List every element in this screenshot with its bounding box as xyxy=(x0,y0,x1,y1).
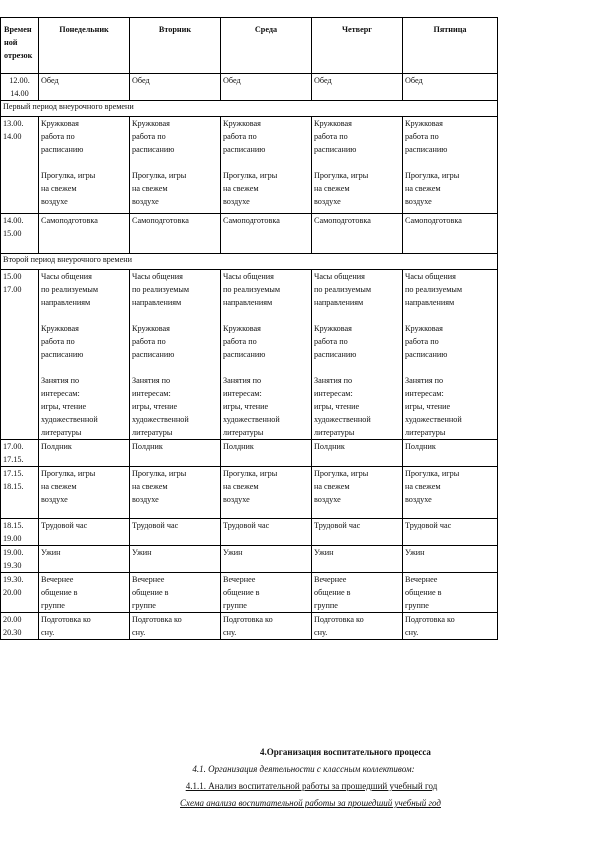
time-cell: 15.00 17.00 xyxy=(1,270,39,440)
time-cell: 17.15. 18.15. xyxy=(1,467,39,519)
table-row xyxy=(1,573,498,613)
time-cell: 19.00. 19.30 xyxy=(1,546,39,573)
table-row xyxy=(1,613,498,640)
table-row xyxy=(1,519,498,546)
activity-cell: Трудовой час xyxy=(312,519,403,546)
activity-cell: Вечернее общение в группе xyxy=(312,573,403,613)
table-row xyxy=(1,467,498,519)
day-header-wednesday: Среда xyxy=(221,18,312,74)
activity-cell: Трудовой час xyxy=(39,519,130,546)
time-cell: 17.00. 17.15. xyxy=(1,440,39,467)
day-header-thursday: Четверг xyxy=(312,18,403,74)
activity-cell: Обед xyxy=(130,74,221,101)
schedule-table xyxy=(0,17,498,640)
activity-cell: Обед xyxy=(312,74,403,101)
activity-cell: Часы общения по реализуемым направлениям Кружковая работа по расписанию Занятия по интересам: игры, чтение художественной литературы xyxy=(39,270,130,440)
activity-cell: Прогулка, игры на свежем воздухе xyxy=(312,467,403,519)
activity-cell: Подготовка ко сну. xyxy=(130,613,221,640)
table-row xyxy=(1,214,498,254)
time-cell: 12.00. 14.00 xyxy=(1,74,39,101)
table-row xyxy=(1,74,498,101)
activity-cell: Часы общения по реализуемым направлениям Кружковая работа по расписанию Занятия по интересам: игры, чтение художественной литературы xyxy=(221,270,312,440)
activity-cell: Ужин xyxy=(39,546,130,573)
activity-cell: Ужин xyxy=(312,546,403,573)
activity-cell: Прогулка, игры на свежем воздухе xyxy=(39,467,130,519)
time-column-header: Времен ной отрезок xyxy=(1,18,39,74)
activity-cell: Полдник xyxy=(312,440,403,467)
day-header-tuesday: Вторник xyxy=(130,18,221,74)
day-header-friday: Пятница xyxy=(403,18,498,74)
activity-cell: Кружковая работа по расписанию Прогулка, игры на свежем воздухе xyxy=(312,117,403,214)
section-heading: 4.Организация воспитательного процесса xyxy=(260,747,431,757)
activity-cell: Самоподготовка xyxy=(312,214,403,254)
activity-cell: Самоподготовка xyxy=(130,214,221,254)
activity-cell: Часы общения по реализуемым направлениям Кружковая работа по расписанию Занятия по интересам: игры, чтение художественной литературы xyxy=(403,270,498,440)
activity-cell: Ужин xyxy=(403,546,498,573)
activity-cell: Трудовой час xyxy=(130,519,221,546)
time-cell: 19.30. 20.00 xyxy=(1,573,39,613)
activity-cell: Самоподготовка xyxy=(39,214,130,254)
activity-cell: Вечернее общение в группе xyxy=(221,573,312,613)
activity-cell: Прогулка, игры на свежем воздухе xyxy=(130,467,221,519)
activity-cell: Полдник xyxy=(130,440,221,467)
activity-cell: Полдник xyxy=(39,440,130,467)
time-cell: 13.00. 14.00 xyxy=(1,117,39,214)
table-row xyxy=(1,117,498,214)
time-cell: 18.15. 19.00 xyxy=(1,519,39,546)
activity-cell: Прогулка, игры на свежем воздухе xyxy=(403,467,498,519)
activity-cell: Часы общения по реализуемым направлениям Кружковая работа по расписанию Занятия по интересам: игры, чтение художественной литературы xyxy=(130,270,221,440)
activity-cell: Кружковая работа по расписанию Прогулка, игры на свежем воздухе xyxy=(403,117,498,214)
time-cell: 20.00 20.30 xyxy=(1,613,39,640)
activity-cell: Обед xyxy=(221,74,312,101)
activity-cell: Кружковая работа по расписанию Прогулка, игры на свежем воздухе xyxy=(39,117,130,214)
activity-cell: Подготовка ко сну. xyxy=(312,613,403,640)
activity-cell: Обед xyxy=(39,74,130,101)
table-row xyxy=(1,270,498,440)
activity-cell: Ужин xyxy=(130,546,221,573)
activity-cell: Вечернее общение в группе xyxy=(39,573,130,613)
subsection-heading: 4.1. Организация деятельности с классным коллективом: xyxy=(192,764,415,774)
activity-cell: Вечернее общение в группе xyxy=(130,573,221,613)
activity-cell: Подготовка ко сну. xyxy=(221,613,312,640)
activity-cell: Кружковая работа по расписанию Прогулка, игры на свежем воздухе xyxy=(221,117,312,214)
table-header-row xyxy=(1,18,498,74)
section-title: Второй период внеурочного времени xyxy=(1,254,498,270)
section-title: Первый период внеурочного времени xyxy=(1,101,498,117)
activity-cell: Обед xyxy=(403,74,498,101)
activity-cell: Полдник xyxy=(403,440,498,467)
schema-heading: Схема анализа воспитательной работы за прошедший учебный год xyxy=(180,798,441,808)
activity-cell: Вечернее общение в группе xyxy=(403,573,498,613)
activity-cell: Подготовка ко сну. xyxy=(403,613,498,640)
activity-cell: Кружковая работа по расписанию Прогулка, игры на свежем воздухе xyxy=(130,117,221,214)
activity-cell: Трудовой час xyxy=(221,519,312,546)
activity-cell: Трудовой час xyxy=(403,519,498,546)
activity-cell: Прогулка, игры на свежем воздухе xyxy=(221,467,312,519)
table-row xyxy=(1,440,498,467)
activity-cell: Ужин xyxy=(221,546,312,573)
section-row xyxy=(1,101,498,117)
activity-cell: Самоподготовка xyxy=(221,214,312,254)
activity-cell: Подготовка ко сну. xyxy=(39,613,130,640)
time-cell: 14.00. 15.00 xyxy=(1,214,39,254)
activity-cell: Полдник xyxy=(221,440,312,467)
day-header-monday: Понедельник xyxy=(39,18,130,74)
subsubsection-heading: 4.1.1. Анализ воспитательной работы за прошедший учебный год xyxy=(185,781,438,791)
activity-cell: Часы общения по реализуемым направлениям Кружковая работа по расписанию Занятия по интересам: игры, чтение художественной литературы xyxy=(312,270,403,440)
table-row xyxy=(1,546,498,573)
activity-cell: Самоподготовка xyxy=(403,214,498,254)
section-row xyxy=(1,254,498,270)
